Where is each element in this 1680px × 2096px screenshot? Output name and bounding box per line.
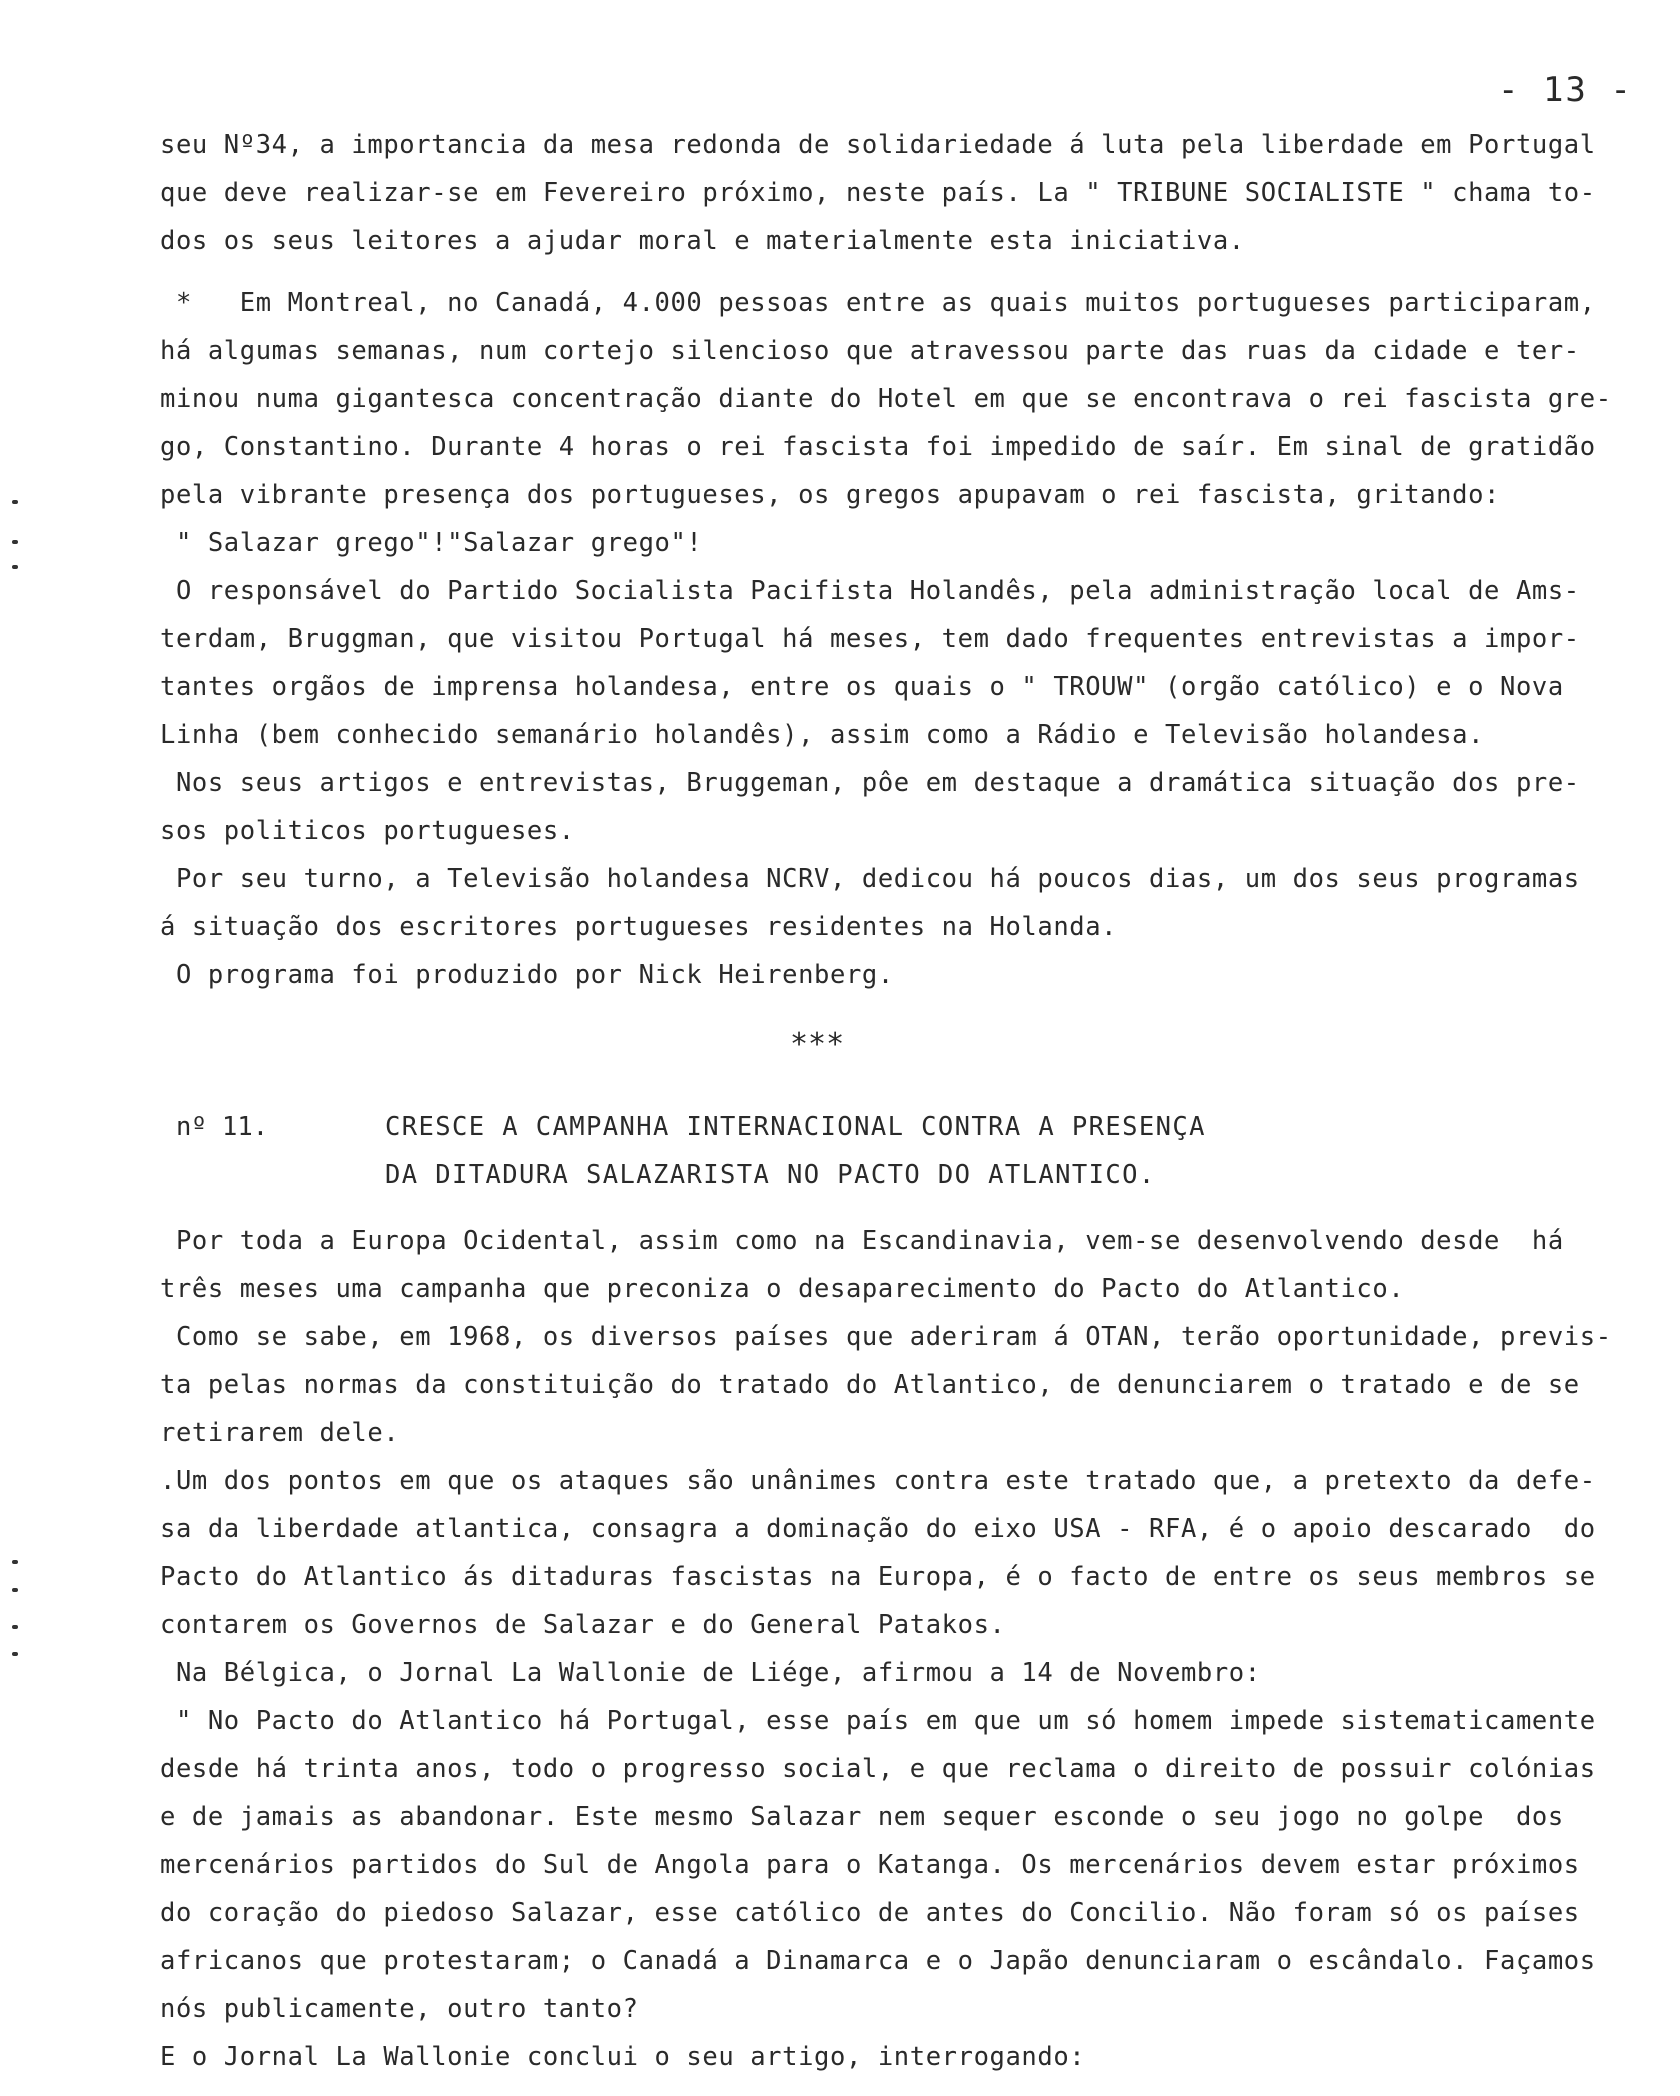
margin-mark — [12, 565, 18, 569]
text-line: E o Jornal La Wallonie conclui o seu artigo, interrogando: — [160, 2042, 1086, 2072]
text-line: Na Bélgica, o Jornal La Wallonie de Liége, afirmou a 14 de Novembro: — [160, 1658, 1261, 1688]
text-line: do coração do piedoso Salazar, esse católico de antes do Concilio. Não foram só os países — [160, 1898, 1580, 1928]
text-line: desde há trinta anos, todo o progresso social, e que reclama o direito de possuir colónias — [160, 1754, 1596, 1784]
page-number: - 13 - — [1498, 70, 1633, 110]
text-line: .Um dos pontos em que os ataques são unânimes contra este tratado que, a pretexto da defe- — [160, 1466, 1596, 1496]
text-line: terdam, Bruggman, que visitou Portugal há meses, tem dado frequentes entrevistas a impor- — [160, 624, 1580, 654]
text-line: mercenários partidos do Sul de Angola para o Katanga. Os mercenários devem estar próximos — [160, 1850, 1580, 1880]
text-line: Como se sabe, em 1968, os diversos países que aderiram á OTAN, terão oportunidade, previs- — [160, 1322, 1612, 1352]
text-line: á situação dos escritores portugueses residentes na Holanda. — [160, 912, 1118, 942]
text-line: O programa foi produzido por Nick Heirenberg. — [160, 960, 894, 990]
text-line: " Salazar grego"!"Salazar grego"! — [160, 528, 703, 558]
text-line: tantes orgãos de imprensa holandesa, entre os quais o " TROUW" (orgão católico) e o Nova — [160, 672, 1564, 702]
text-line: Por seu turno, a Televisão holandesa NCRV, dedicou há poucos dias, um dos seus programas — [160, 864, 1580, 894]
text-line: sa da liberdade atlantica, consagra a dominação do eixo USA - RFA, é o apoio descarado do — [160, 1514, 1596, 1544]
margin-mark — [12, 1560, 18, 1564]
text-line: dos os seus leitores a ajudar moral e materialmente esta iniciativa. — [160, 226, 1245, 256]
text-line: há algumas semanas, num cortejo silencioso que atravessou parte das ruas da cidade e ter- — [160, 336, 1580, 366]
text-line: " No Pacto do Atlantico há Portugal, esse país em que um só homem impede sistematicamente — [160, 1706, 1596, 1736]
text-line: Por toda a Europa Ocidental, assim como na Escandinavia, vem-se desenvolvendo desde há — [160, 1226, 1564, 1256]
section-heading-line-1: CRESCE A CAMPANHA INTERNACIONAL CONTRA A PRESENÇA — [385, 1112, 1206, 1142]
text-line: três meses uma campanha que preconiza o desaparecimento do Pacto do Atlantico. — [160, 1274, 1405, 1304]
text-line: retirarem dele. — [160, 1418, 400, 1448]
paragraph-tribune-socialiste — [160, 130, 1610, 280]
text-line: sos politicos portugueses. — [160, 816, 575, 846]
text-line: africanos que protestaram; o Canadá a Dinamarca e o Japão denunciaram o escândalo. Façamos — [160, 1946, 1596, 1976]
text-line: que deve realizar-se em Fevereiro próximo, neste país. La " TRIBUNE SOCIALISTE " chama to- — [160, 178, 1596, 208]
text-line: Pacto do Atlantico ás ditaduras fascistas na Europa, é o facto de entre os seus membros se — [160, 1562, 1596, 1592]
text-line: * Em Montreal, no Canadá, 4.000 pessoas entre as quais muitos portugueses participaram, — [160, 288, 1596, 318]
section-number: nº 11. — [176, 1112, 269, 1142]
text-line: Linha (bem conhecido semanário holandês), assim como a Rádio e Televisão holandesa. — [160, 720, 1485, 750]
margin-mark — [12, 500, 18, 504]
section-separator: *** — [790, 1027, 845, 1062]
text-line: nós publicamente, outro tanto? — [160, 1994, 639, 2024]
text-line: contarem os Governos de Salazar e do General Patakos. — [160, 1610, 1006, 1640]
text-line: pela vibrante presença dos portugueses, os gregos apupavam o rei fascista, gritando: — [160, 480, 1500, 510]
paragraph-montreal-holanda — [160, 288, 1612, 990]
text-line: minou numa gigantesca concentração diante do Hotel em que se encontrava o rei fascista gre- — [160, 384, 1612, 414]
margin-mark — [12, 1652, 18, 1656]
text-line: e de jamais as abandonar. Este mesmo Salazar nem sequer esconde o seu jogo no golpe dos — [160, 1802, 1564, 1832]
text-line: go, Constantino. Durante 4 horas o rei fascista foi impedido de saír. Em sinal de gratidão — [160, 432, 1596, 462]
text-line: Nos seus artigos e entrevistas, Bruggeman, pôe em destaque a dramática situação dos pre- — [160, 768, 1580, 798]
margin-mark — [12, 1625, 18, 1629]
section-heading-line-2: DA DITADURA SALAZARISTA NO PACTO DO ATLANTICO. — [385, 1160, 1156, 1190]
margin-mark — [12, 1588, 18, 1592]
text-line: ta pelas normas da constituição do tratado do Atlantico, de denunciarem o tratado e de se — [160, 1370, 1580, 1400]
margin-mark — [12, 540, 18, 544]
text-line: O responsável do Partido Socialista Pacifista Holandês, pela administração local de Ams- — [160, 576, 1580, 606]
text-line: seu Nº34, a importancia da mesa redonda de solidariedade á luta pela liberdade em Portugal — [160, 130, 1596, 160]
paragraph-pacto-atlantico — [160, 1226, 1612, 2072]
